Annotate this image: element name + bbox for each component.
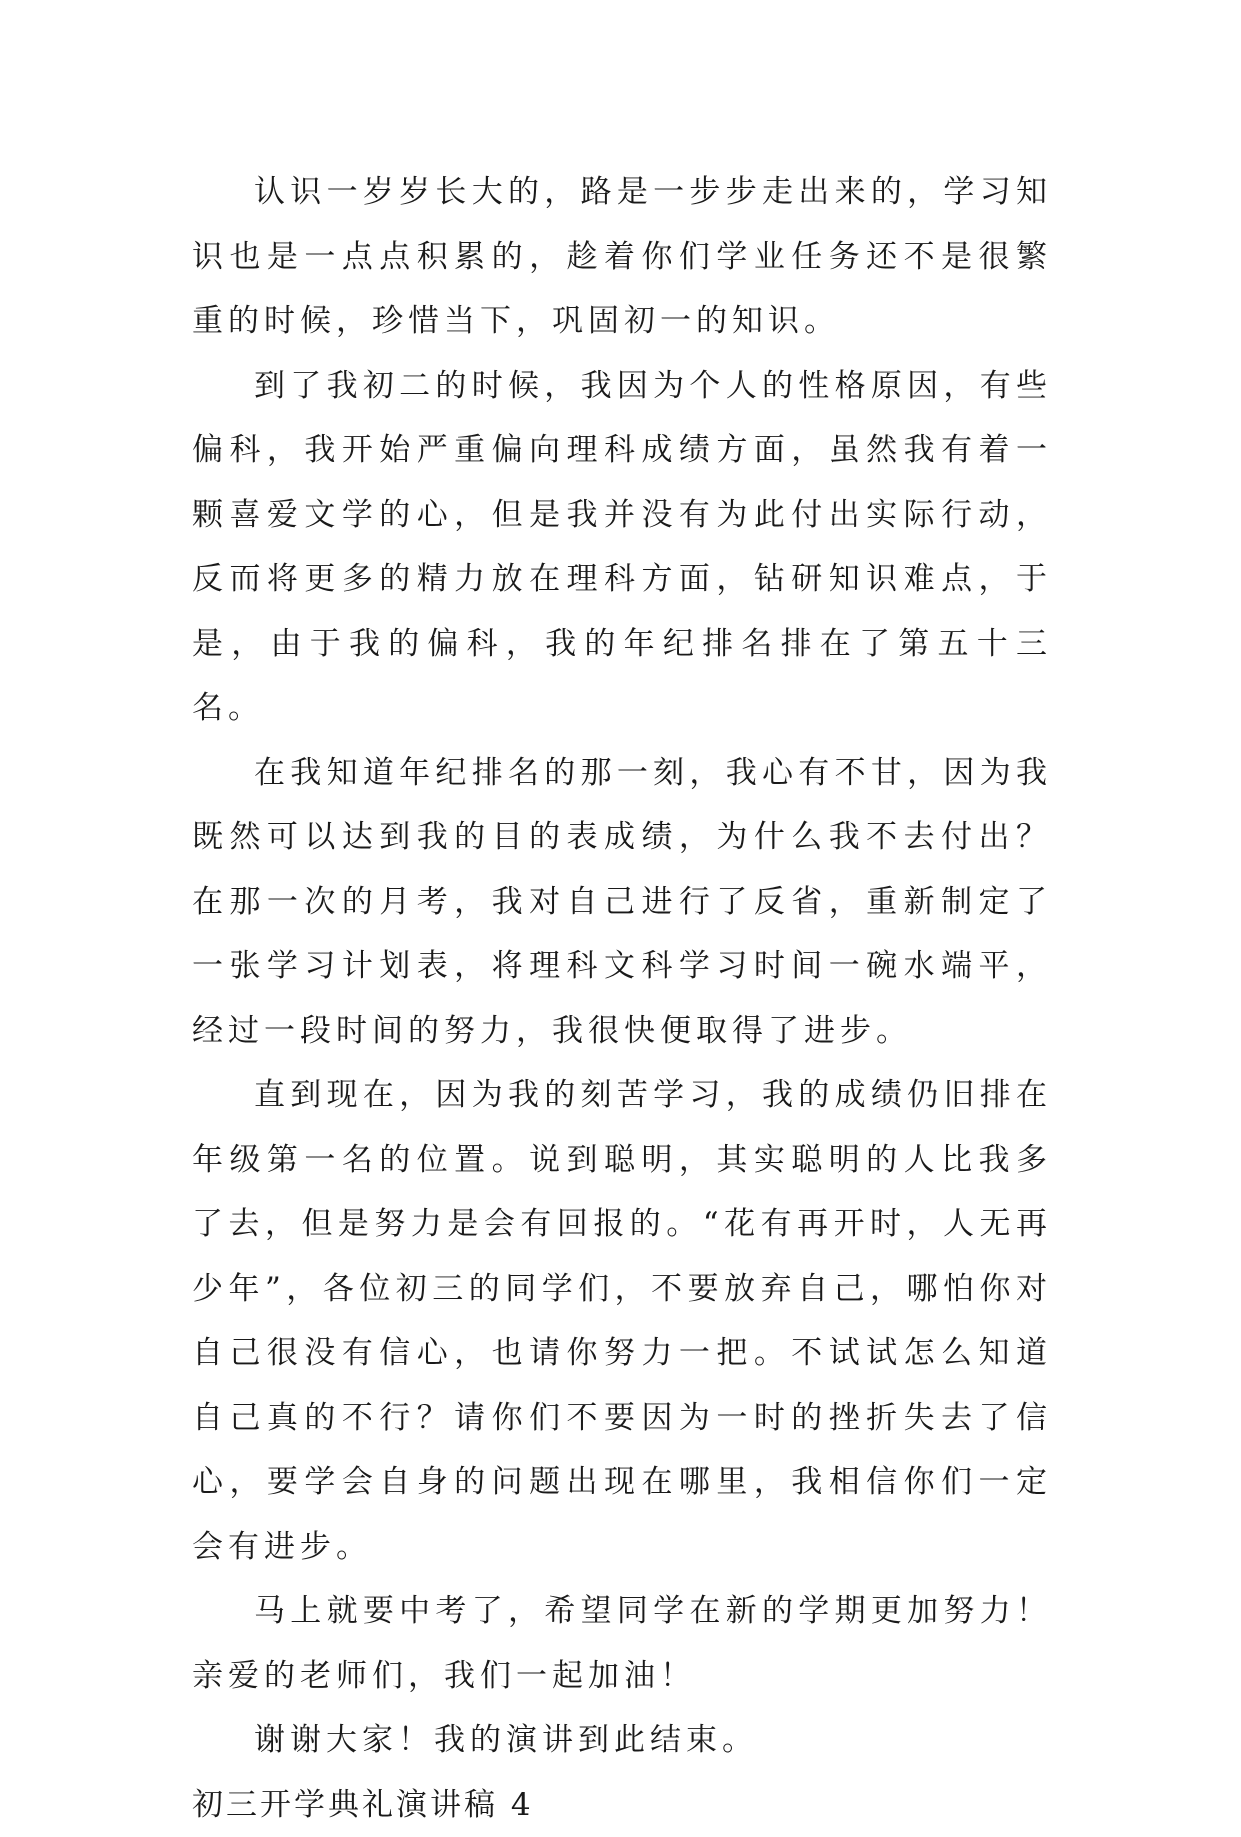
paragraph-4: 直到现在，因为我的刻苦学习，我的成绩仍旧排在年级第一名的位置。说到聪明，其实聪明的人比我多了去，但是努力是会有回报的。“花有再开时，人无再少年”，各位初三的同学们，不要放弃自己，哪怕你对自己很没有信心，也请你努力一把。不试试怎么知道自己真的不行？请你们不要因为一时的挫折失去了信心，要学会自身的问题出现在哪里，我相信你们一定会有进步。: [192, 1063, 1052, 1579]
section-heading: 初三开学典礼演讲稿 4: [192, 1773, 1052, 1837]
document-body: [192, 160, 1052, 1837]
paragraph-1: 认识一岁岁长大的，路是一步步走出来的，学习知识也是一点点积累的，趁着你们学业任务还不是很繁重的时候，珍惜当下，巩固初一的知识。: [192, 160, 1052, 354]
paragraph-3: 在我知道年纪排名的那一刻，我心有不甘，因为我既然可以达到我的目的表成绩，为什么我不去付出？在那一次的月考，我对自己进行了反省，重新制定了一张学习计划表，将理科文科学习时间一碗水端平，经过一段时间的努力，我很快便取得了进步。: [192, 741, 1052, 1064]
paragraph-6: 谢谢大家！我的演讲到此结束。: [192, 1708, 1052, 1773]
paragraph-2: 到了我初二的时候，我因为个人的性格原因，有些偏科，我开始严重偏向理科成绩方面，虽然我有着一颗喜爱文学的心，但是我并没有为此付出实际行动，反而将更多的精力放在理科方面，钻研知识难点，于是，由于我的偏科，我的年纪排名排在了第五十三名。: [192, 354, 1052, 741]
paragraph-5: 马上就要中考了，希望同学在新的学期更加努力！亲爱的老师们，我们一起加油！: [192, 1579, 1052, 1708]
